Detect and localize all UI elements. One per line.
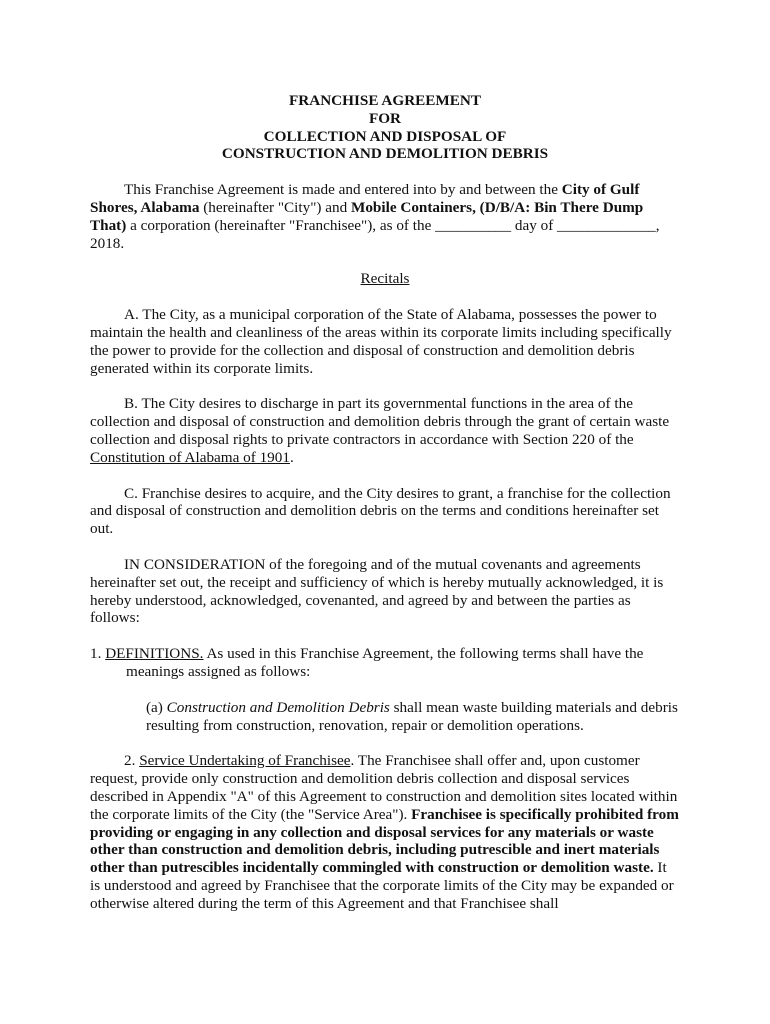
title-line-2: FOR bbox=[368, 109, 402, 127]
section-1-heading: DEFINITIONS. bbox=[105, 645, 204, 663]
section-1-definitions bbox=[90, 645, 680, 681]
recital-b bbox=[90, 395, 680, 466]
city-name: City of Gulf Shores, Alabama bbox=[90, 181, 640, 216]
section-2-bold-prohibition: Franchisee is specifically prohibited from providing or engaging in any collection and disposal services for any materials or waste other than construction and demolition debris, including putrescible and inert materials other than putrescibles incidentally commingled with construction or demolition waste. bbox=[90, 805, 679, 877]
section-1-number: 1. bbox=[90, 645, 106, 663]
constitution-reference: Constitution of Alabama of 1901 bbox=[90, 448, 290, 466]
title-line-4: CONSTRUCTION AND DEMOLITION DEBRIS bbox=[221, 145, 549, 163]
definition-a bbox=[90, 699, 680, 735]
intro-text-1: This Franchise Agreement is made and entered into by and between the bbox=[124, 181, 562, 199]
title-line-1: FRANCHISE AGREEMENT bbox=[289, 92, 481, 109]
section-2-heading: Service Undertaking of Franchisee bbox=[139, 752, 351, 770]
recital-a: A. The City, as a municipal corporation of the State of Alabama, possesses the power to maintain the health and cleanliness of the areas within its corporate limits including specifically the power to provide for the collection and disposal of construction and demolition debris generated within its corporate limits. bbox=[90, 306, 672, 377]
recital-b-text-2: . bbox=[289, 448, 294, 466]
section-2-number: 2. bbox=[124, 752, 140, 770]
intro-text-2: (hereinafter "City") and bbox=[199, 198, 351, 216]
section-2-text-1: . The Franchisee shall offer and, upon customer request, provide only construction and demolition debris collection and disposal services described in Appendix "A" of this Agreement to construction and demolition sites located within the corporate limits of the City (the "Service Area"). bbox=[90, 752, 678, 823]
intro-text-3: a corporation (hereinafter "Franchisee"), as of the __________ day of _____________, 2018. bbox=[90, 216, 660, 252]
consideration-paragraph: IN CONSIDERATION of the foregoing and of the mutual covenants and agreements hereinafter set out, the receipt and sufficiency of which is hereby mutually acknowledged, it is hereby understood, acknowledged, covenanted, and agreed by and between the parties as follows: bbox=[90, 555, 664, 627]
recital-b-text-1: B. The City desires to discharge in part its governmental functions in the area of the collection and disposal of construction and demolition debris through the grant of certain waste collection and disposal rights to private contractors in accordance with Section 220 of the bbox=[90, 395, 670, 448]
recitals-heading: Recitals bbox=[360, 270, 410, 288]
section-2-service-undertaking bbox=[90, 752, 680, 912]
definition-a-text: shall mean waste building materials and debris resulting from construction, renovation, repair or demolition operations. bbox=[146, 698, 678, 734]
definition-a-label: (a) bbox=[146, 698, 167, 716]
intro-paragraph bbox=[90, 181, 680, 252]
definition-a-term: Construction and Demolition Debris bbox=[166, 698, 390, 716]
document-title bbox=[90, 92, 680, 163]
franchisee-name: Mobile Containers, (D/B/A: Bin There Dump That) bbox=[90, 198, 644, 234]
section-1-text: As used in this Franchise Agreement, the following terms shall have the meanings assigned as follows: bbox=[126, 645, 644, 680]
recital-c: C. Franchise desires to acquire, and the City desires to grant, a franchise for the collection and disposal of construction and demolition debris on the terms and conditions hereinafter set out. bbox=[90, 484, 671, 538]
section-2-text-2: It is understood and agreed by Franchisee that the corporate limits of the City may be expanded or otherwise altered during the term of this Agreement and that Franchisee shall bbox=[90, 859, 674, 912]
document-page bbox=[90, 92, 680, 930]
title-line-3: COLLECTION AND DISPOSAL OF bbox=[263, 127, 507, 145]
